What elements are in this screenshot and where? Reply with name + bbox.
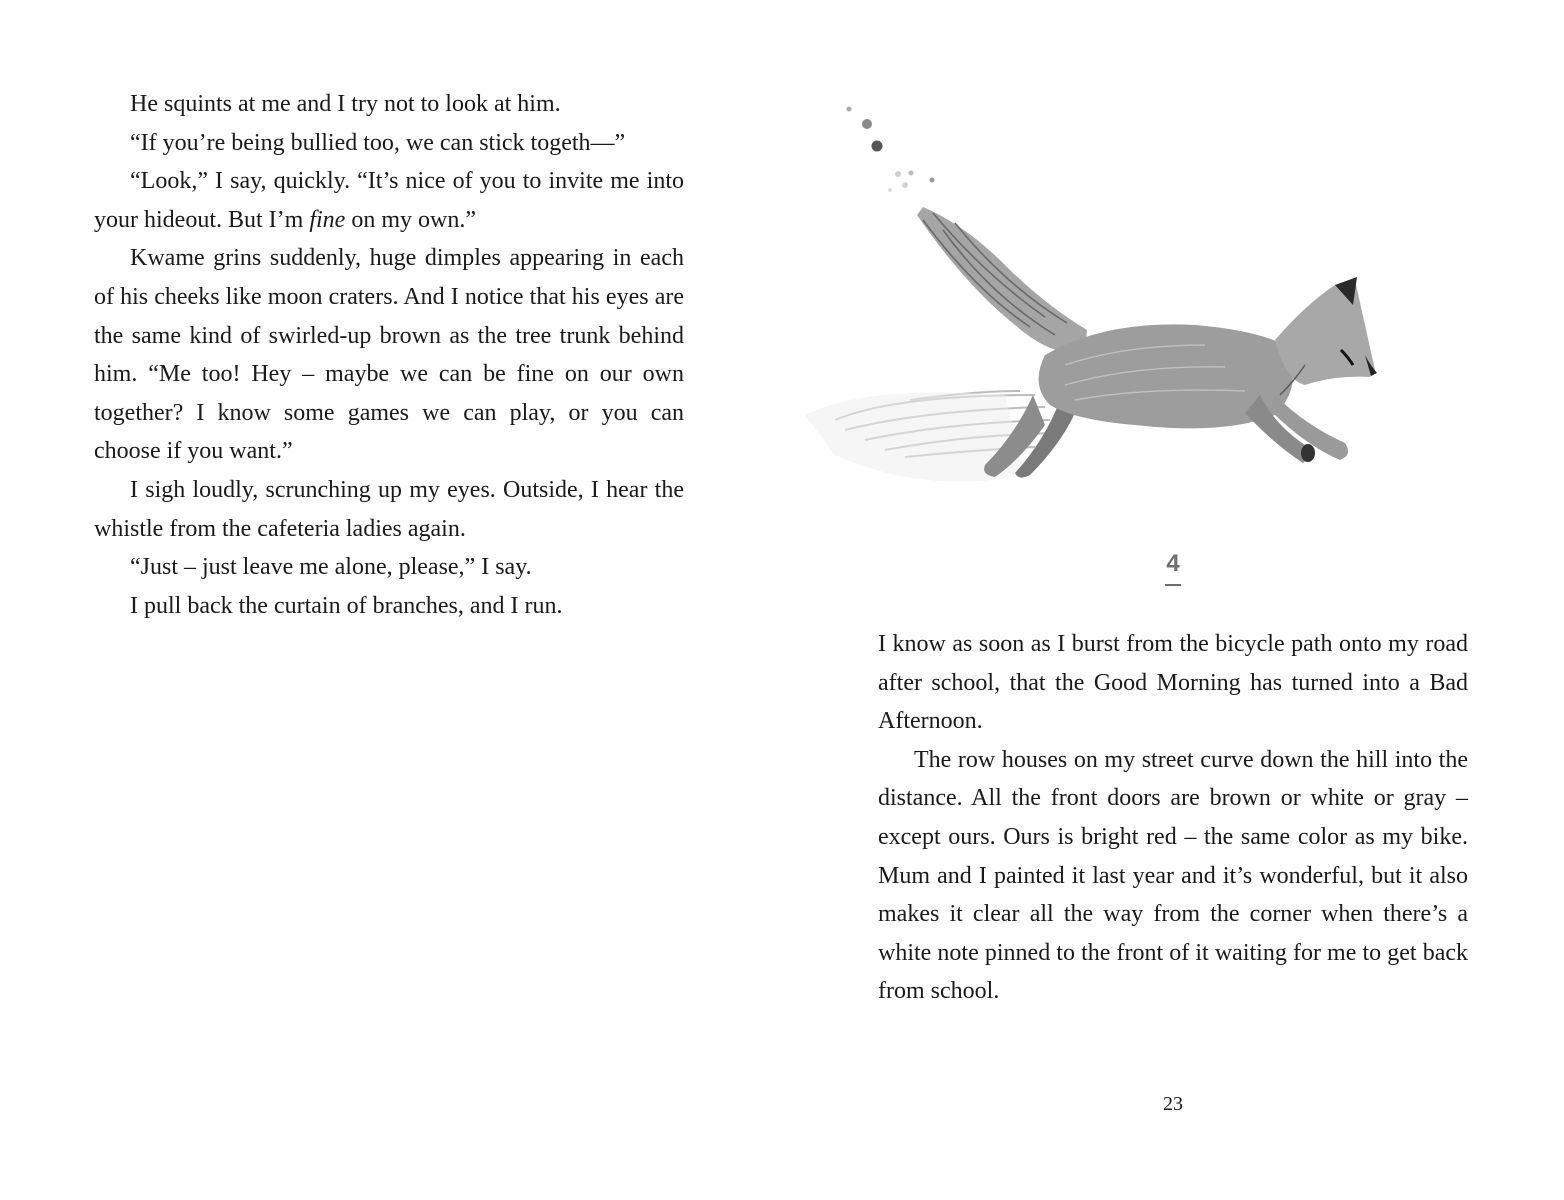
emphasized-word: fine — [309, 206, 346, 233]
paragraph: I pull back the curtain of branches, and I run. — [130, 592, 563, 619]
paragraph-text: on my own.” — [345, 206, 476, 233]
page-number: 23 — [1163, 1093, 1183, 1115]
paragraph: The row houses on my street curve down the hill into the distance. All the front doors are brown or white or gray – except ours. Ours is bright red – the same color as my bike. Mum and I painted it last year and it’s wonderful, but it also makes it clear all the way from the corner when there’s a white note pinned to the front of it waiting for me to get back from school. — [878, 746, 1468, 1005]
right-page — [878, 0, 1468, 1200]
paragraph — [94, 162, 684, 239]
chapter-underline — [1165, 584, 1181, 586]
paragraph: I sigh loudly, scrunching up my eyes. Outside, I hear the whistle from the cafeteria ladies again. — [94, 476, 684, 542]
left-page-text — [94, 85, 684, 625]
paragraph: “Just – just leave me alone, please,” I say. — [130, 554, 532, 581]
paragraph: “If you’re being bullied too, we can stick togeth—” — [130, 129, 626, 156]
left-page — [94, 0, 684, 1200]
paragraph: I know as soon as I burst from the bicycle path onto my road after school, that the Good Morning has turned into a Bad Afternoon. — [878, 631, 1468, 735]
right-page-text — [878, 625, 1468, 1011]
paragraph-text: “Look,” I say, quickly. “It’s nice of you to invite me into your hideout. But I’m — [94, 168, 684, 233]
paragraph: Kwame grins suddenly, huge dimples appearing in each of his cheeks like moon craters. And I notice that his eyes are the same kind of swirled-up brown as the tree trunk behind him. “Me too! Hey – maybe we can be fine on our own together? I know some games we can play, or you can choose if you want.” — [94, 245, 684, 465]
paragraph: He squints at me and I try not to look at him. — [130, 91, 561, 117]
chapter-number: 4 — [1166, 550, 1180, 577]
